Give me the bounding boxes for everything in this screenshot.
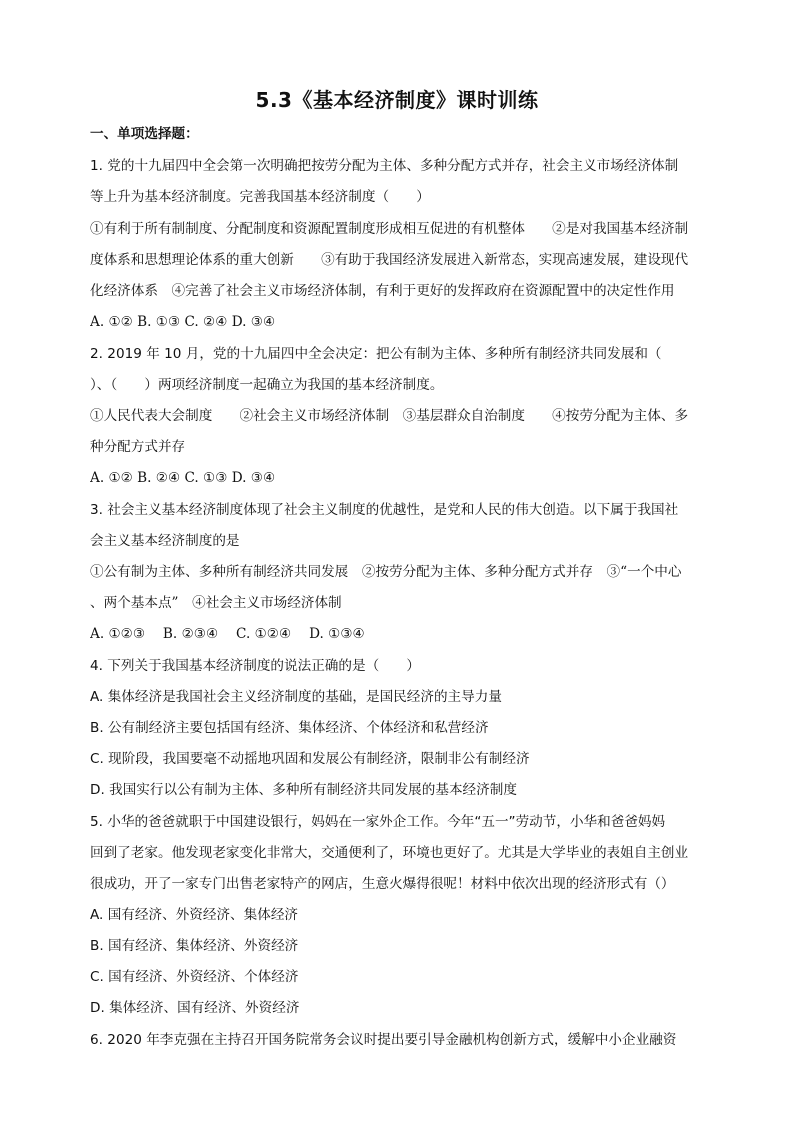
q5-stem-line: 回到了老家。他发现老家变化非常大，交通便利了，环境也更好了。尤其是大学毕业的表姐自主创业	[90, 845, 689, 861]
q3-stem-line: 3. 社会主义基本经济制度体现了社会主义制度的优越性，是党和人民的伟大创造。以下属于我国社	[90, 502, 679, 518]
q4-option-a: A. 集体经济是我国社会主义经济制度的基础，是国民经济的主导力量	[90, 689, 502, 705]
q1-statement-line: 度体系和思想理论体系的重大创新 ③有助于我国经济发展进入新常态，实现高速发展，建设现代	[90, 252, 689, 268]
q5-stem-line: 5. 小华的爸爸就职于中国建设银行，妈妈在一家外企工作。今年“五一”劳动节，小华和爸爸妈妈	[90, 814, 666, 830]
q2-stem-line: ）、（ ）两项经济制度一起确立为我国的基本经济制度。	[90, 377, 444, 393]
q5-option-d: D. 集体经济、国有经济、外资经济	[90, 1000, 300, 1016]
q3-stem-line: 会主义基本经济制度的是	[90, 533, 240, 549]
q3-statement-line: 、两个基本点” ④社会主义市场经济体制	[90, 595, 342, 611]
q1-stem-line: 1. 党的十九届四中全会第一次明确把按劳分配为主体、多种分配方式并存，社会主义市场经济体制	[90, 158, 679, 174]
q2-statement-line: ①人民代表大会制度 ②社会主义市场经济体制 ③基层群众自治制度 ④按劳分配为主体、多	[90, 408, 689, 424]
q3-options: A. ①②③ B. ②③④ C. ①②④ D. ①③④	[90, 626, 365, 642]
q5-stem-line: 很成功，开了一家专门出售老家特产的网店，生意火爆得很呢！材料中依次出现的经济形式有（）	[90, 876, 675, 892]
q5-option-c: C. 国有经济、外资经济、个体经济	[90, 969, 299, 985]
q5-option-b: B. 国有经济、集体经济、外资经济	[90, 938, 299, 954]
q4-option-b: B. 公有制经济主要包括国有经济、集体经济、个体经济和私营经济	[90, 720, 489, 736]
q3-statement-line: ①公有制为主体、多种所有制经济共同发展 ②按劳分配为主体、多种分配方式并存 ③“一个中心	[90, 564, 682, 580]
document-title: 5.3《基本经济制度》课时训练	[255, 88, 539, 112]
section-heading: 一、单项选择题：	[90, 126, 199, 142]
q2-statement-line: 种分配方式并存	[90, 439, 186, 455]
q2-stem-line: 2. 2019 年 10 月，党的十九届四中全会决定：把公有制为主体、多种所有制经济共同发展和（	[90, 346, 662, 362]
q6-stem-line: 6. 2020 年李克强在主持召开国务院常务会议时提出要引导金融机构创新方式，缓解中小企业融资	[90, 1032, 677, 1048]
q1-statement-line: ①有利于所有制制度、分配制度和资源配置制度形成相互促进的有机整体 ②是对我国基本经济制	[90, 221, 689, 237]
q2-options: A. ①② B. ②④ C. ①③ D. ③④	[90, 470, 276, 486]
q4-option-d: D. 我国实行以公有制为主体、多种所有制经济共同发展的基本经济制度	[90, 782, 517, 798]
q1-options: A. ①② B. ①③ C. ②④ D. ③④	[90, 314, 276, 330]
q1-statement-line: 化经济体系 ④完善了社会主义市场经济体制，有利于更好的发挥政府在资源配置中的决定性作用	[90, 283, 675, 299]
q1-stem-line: 等上升为基本经济制度。完善我国基本经济制度（ ）	[90, 189, 430, 205]
q5-option-a: A. 国有经济、外资经济、集体经济	[90, 907, 299, 923]
q4-stem-line: 4. 下列关于我国基本经济制度的说法正确的是（ ）	[90, 658, 420, 674]
q4-option-c: C. 现阶段，我国要毫不动摇地巩固和发展公有制经济，限制非公有制经济	[90, 751, 530, 767]
